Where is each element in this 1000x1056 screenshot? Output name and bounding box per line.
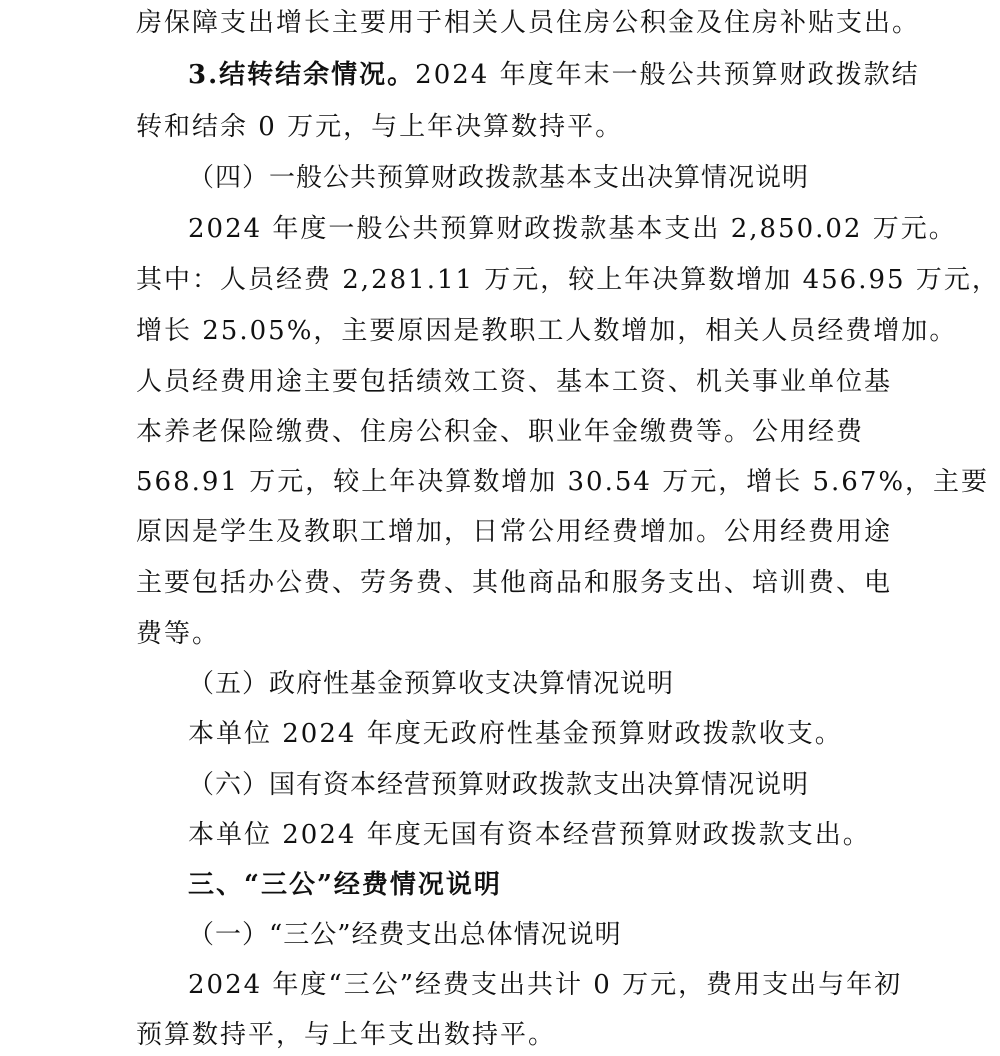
section-heading-6: （六）国有资本经营预算财政拨款支出决算情况说明 bbox=[188, 770, 810, 800]
text-line: 原因是学生及教职工增加，日常公用经费增加。公用经费用途 bbox=[136, 517, 893, 547]
section-heading-5: （五）政府性基金预算收支决算情况说明 bbox=[188, 669, 675, 699]
text-line: 人员经费用途主要包括绩效工资、基本工资、机关事业单位基 bbox=[136, 367, 893, 397]
carryover-text: 2024 年度年末一般公共预算财政拨款结 bbox=[415, 60, 920, 90]
section-heading-4: （四）一般公共预算财政拨款基本支出决算情况说明 bbox=[188, 163, 810, 193]
text-line: 本单位 2024 年度无国有资本经营预算财政拨款支出。 bbox=[188, 820, 871, 850]
chapter-heading-3: 三、“三公”经费情况说明 bbox=[188, 870, 502, 900]
text-line: 其中：人员经费 2,281.11 万元，较上年决算数增加 456.95 万元， bbox=[136, 265, 1000, 295]
text-line: 本单位 2024 年度无政府性基金预算财政拨款收支。 bbox=[188, 719, 843, 749]
text-line: 转和结余 0 万元，与上年决算数持平。 bbox=[136, 112, 624, 142]
text-line: 本养老保险缴费、住房公积金、职业年金缴费等。公用经费 bbox=[136, 417, 865, 447]
text-line: 预算数持平，与上年支出数持平。 bbox=[136, 1020, 557, 1050]
text-line: 2024 年度“三公”经费支出共计 0 万元，费用支出与年初 bbox=[188, 970, 903, 1000]
text-line: 增长 25.05%，主要原因是教职工人数增加，相关人员经费增加。 bbox=[136, 316, 958, 346]
text-line: 主要包括办公费、劳务费、其他商品和服务支出、培训费、电 bbox=[136, 568, 893, 598]
text-line: 568.91 万元，较上年决算数增加 30.54 万元，增长 5.67%，主要 bbox=[136, 467, 990, 497]
text-line-carryover bbox=[188, 58, 948, 92]
carryover-heading: 3.结转结余情况。 bbox=[188, 60, 416, 90]
section-heading-3-1: （一）“三公”经费支出总体情况说明 bbox=[188, 920, 622, 950]
text-line: 2024 年度一般公共预算财政拨款基本支出 2,850.02 万元。 bbox=[188, 214, 957, 244]
text-line: 费等。 bbox=[136, 619, 221, 649]
text-line: 房保障支出增长主要用于相关人员住房公积金及住房补贴支出。 bbox=[136, 8, 921, 38]
